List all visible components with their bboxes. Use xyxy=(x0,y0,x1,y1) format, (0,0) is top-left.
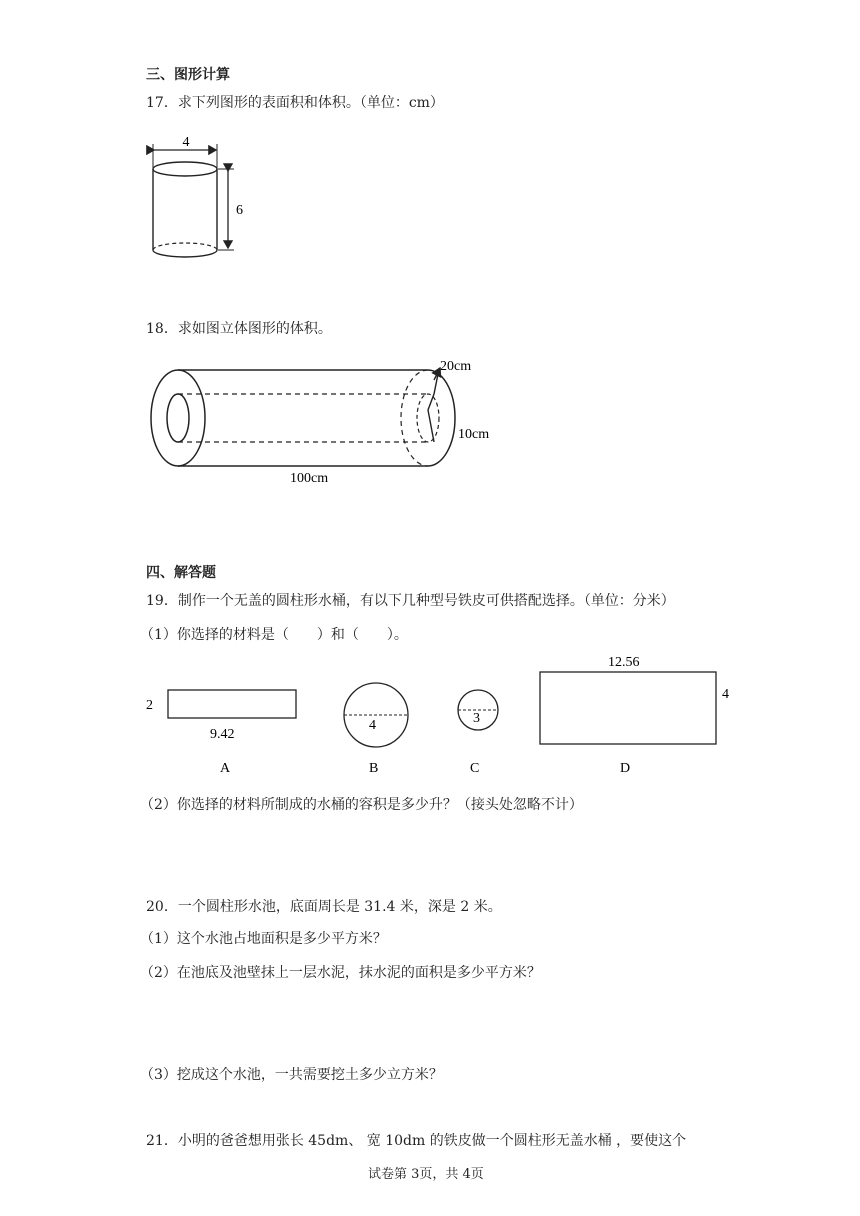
question-20-sub1: （1）这个水池占地面积是多少平方米？ xyxy=(140,931,387,947)
length-label-18: 100cm xyxy=(290,471,329,486)
shape-b-diameter: 4 xyxy=(369,718,376,733)
diameter-label-17: 4 xyxy=(182,135,190,150)
shape-b-name: B xyxy=(369,761,379,776)
question-19-sub2: （2）你选择的材料所制成的水桶的容积是多少升？（接头处忽略不计） xyxy=(140,797,583,813)
question-20-sub3: （3）挖成这个水池，一共需要挖土多少立方米？ xyxy=(140,1067,443,1083)
shape-a-height: 2 xyxy=(146,698,153,713)
shape-a-name: A xyxy=(220,761,231,776)
page-footer: 试卷第 3页，共 4页 xyxy=(368,1167,484,1182)
section-heading-3: 三、图形计算 xyxy=(146,67,230,83)
question-19-text: 19．制作一个无盖的圆柱形水桶，有以下几种型号铁皮可供搭配选择。（单位：分米） xyxy=(146,593,675,609)
outer-diameter-label-18: 20cm xyxy=(440,359,472,374)
shape-d-height: 4 xyxy=(722,687,729,702)
shape-c-diameter: 3 xyxy=(473,711,480,726)
question-19-sub1: （1）你选择的材料是（ ）和（ ）。 xyxy=(140,627,408,643)
shape-c-name: C xyxy=(470,761,480,776)
question-21-text: 21．小明的爸爸想用张长 45dm、 宽 10dm 的铁皮做一个圆柱形无盖水桶 ，要使这个 xyxy=(146,1133,687,1149)
cylinder-figure-17 xyxy=(140,132,250,262)
shape-d-name: D xyxy=(620,761,631,776)
question-20-sub2: （2）在池底及池壁抹上一层水泥，抹水泥的面积是多少平方米？ xyxy=(140,965,541,981)
question-17-text: 17．求下列图形的表面积和体积。（单位：cm） xyxy=(146,95,444,111)
shape-a-rect xyxy=(168,690,296,718)
shape-d-width: 12.56 xyxy=(608,655,640,670)
shape-a-width: 9.42 xyxy=(210,727,235,742)
shape-d-rect xyxy=(540,672,716,744)
section-heading-4: 四、解答题 xyxy=(146,565,216,581)
hollow-cylinder-figure-18 xyxy=(146,350,506,490)
question-18-text: 18．求如图立体图形的体积。 xyxy=(146,321,332,337)
question-20-text: 20．一个圆柱形水池，底面周长是 31.4 米，深是 2 米。 xyxy=(146,899,502,915)
height-label-17: 6 xyxy=(236,203,243,218)
materials-figure-19 xyxy=(140,650,740,780)
inner-diameter-label-18: 10cm xyxy=(458,427,490,442)
